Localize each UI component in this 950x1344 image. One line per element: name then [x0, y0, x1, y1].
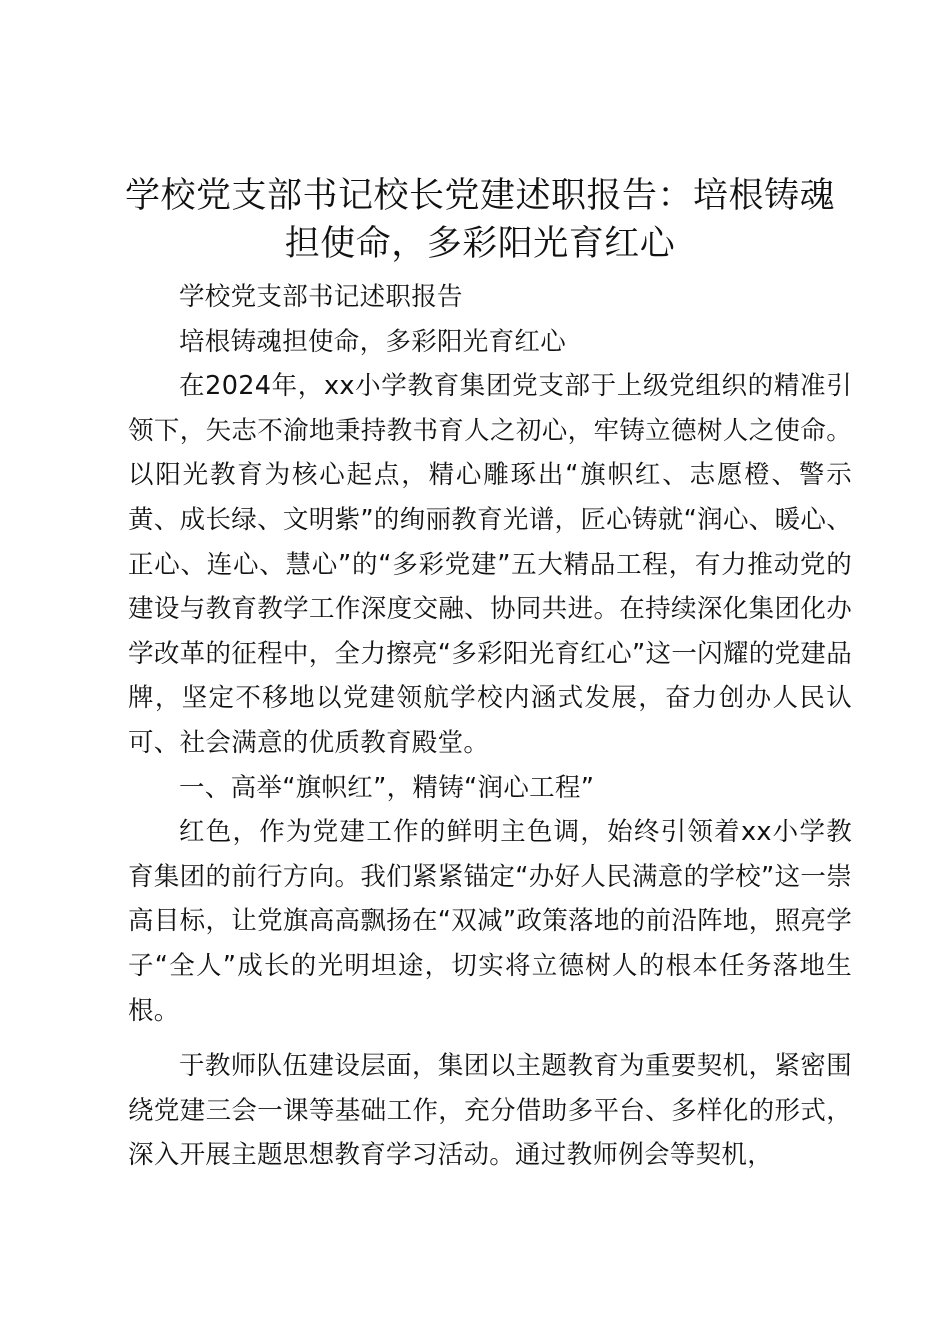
- paragraph-red: 红色，作为党建工作的鲜明主色调，始终引领着xx小学教育集团的前行方向。我们紧紧锚定“办好人民满意的学校”这一崇高目标，让党旗高高飘扬在“双减”政策落地的前沿阵地，照亮学子“全人”成长的光明坦途，切实将立德树人的根本任务落地生根。: [128, 817, 852, 1026]
- document-title: 学校党支部书记校长党建述职报告：培根铸魂担使命，多彩阳光育红心: [124, 176, 835, 264]
- section-heading-1: 一、高举“旗帜红”，精铸“润心工程”: [179, 772, 595, 803]
- document-body: [128, 275, 852, 1178]
- paragraph-teachers: 于教师队伍建设层面，集团以主题教育为重要契机，紧密围绕党建三会一课等基础工作，充分借助多平台、多样化的形式，深入开展主题思想教育学习活动。通过教师例会等契机，: [128, 1051, 852, 1171]
- paragraph-intro: 在2024年，xx小学教育集团党支部于上级党组织的精准引领下，矢志不渝地秉持教书育人之初心，牢铸立德树人之使命。以阳光教育为核心起点，精心雕琢出“旗帜红、志愿橙、警示黄、成长绿、文明紫”的绚丽教育光谱，匠心铸就“润心、暖心、正心、连心、慧心”的“多彩党建”五大精品工程，有力推动党的建设与教育教学工作深度交融、协同共进。在持续深化集团化办学改革的征程中，全力擦亮“多彩阳光育红心”这一闪耀的党建品牌，坚定不移地以党建领航学校内涵式发展，奋力创办人民认可、社会满意的优质教育殿堂。: [128, 371, 852, 758]
- paragraph-theme: 培根铸魂担使命，多彩阳光育红心: [179, 326, 567, 357]
- paragraph-subtitle: 学校党支部书记述职报告: [179, 282, 463, 312]
